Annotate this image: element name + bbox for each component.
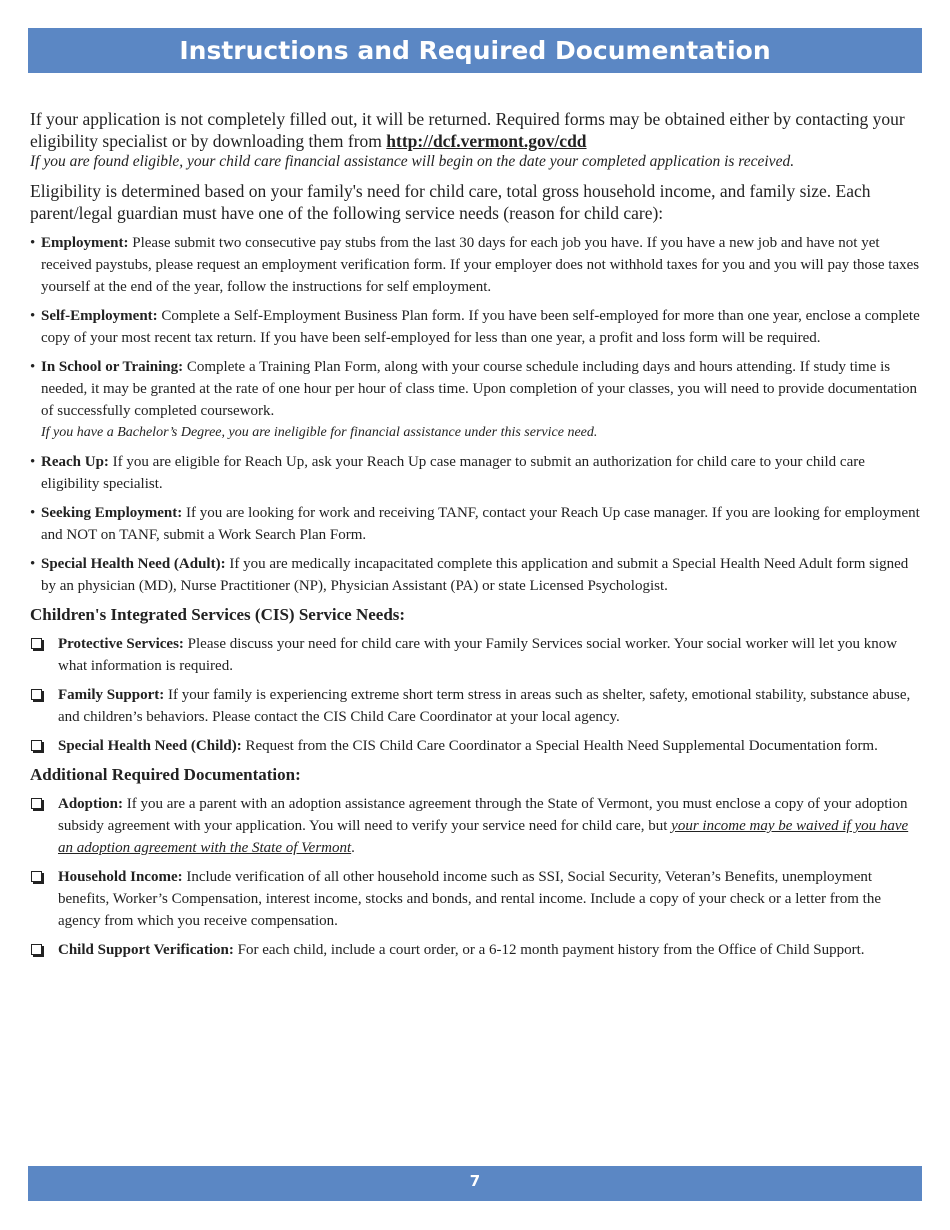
service-need-text: If you are medically incapacitated complete this application and submit a Special Health Need Adult form signed by an physician (MD), Nurse Practitioner (NP), Physician Assistant (PA) or state Licensed Psychologist. bbox=[41, 556, 909, 594]
doc-item-adoption bbox=[30, 793, 920, 859]
doc-item-household-income bbox=[30, 866, 920, 932]
service-need-employment bbox=[30, 232, 920, 298]
service-need-title: Employment: bbox=[41, 235, 129, 251]
eligibility-paragraph: Eligibility is determined based on your family's need for child care, total gross household income, and family size. Each parent/legal guardian must have one of the following service needs (reason for child care): bbox=[30, 181, 871, 223]
service-need-text: Please submit two consecutive pay stubs from the last 30 days for each job you have. If you have a new job and have not yet received paystubs, please request an employment verification form. If your employer does not withhold taxes for you and you will pay those taxes yourself at the end of the year, follow the instructions for self employment. bbox=[41, 235, 920, 295]
service-need-reach-up bbox=[30, 451, 920, 495]
service-need-text: Complete a Training Plan Form, along with your course schedule including days and hours attending. If study time is needed, it may be granted at the rate of one hour per hour of class time. Upon completion of your classes, you will need to provide documentation of successfully completed coursework. bbox=[41, 359, 917, 419]
cis-item-special-health-child bbox=[30, 735, 920, 757]
doc-item-title: Adoption: bbox=[58, 796, 124, 812]
page-title-banner bbox=[28, 28, 922, 73]
cis-item-title: Special Health Need (Child): bbox=[58, 738, 242, 754]
cis-item-text: Request from the CIS Child Care Coordinator a Special Health Need Supplemental Documentation form. bbox=[241, 738, 878, 754]
intro-text: If your application is not completely filled out, it will be returned. Required forms may be obtained either by contacting your eligibility specialist or by downloading them from bbox=[30, 109, 905, 151]
doc-item-text: Include verification of all other household income such as SSI, Social Security, Veteran’s Benefits, unemployment benefits, Worker’s Compensation, interest income, stocks and bonds, and rental income. Include a copy of your check or a letter from the agency from which you receive compensation. bbox=[58, 869, 881, 929]
service-need-title: Special Health Need (Adult): bbox=[41, 556, 226, 572]
page-title: Instructions and Required Documentation bbox=[179, 36, 771, 65]
cis-item-title: Family Support: bbox=[58, 687, 165, 703]
checkbox-icon bbox=[31, 798, 42, 809]
adoption-waiver-note: your income may be waived if you have an adoption agreement with the State of Vermont bbox=[58, 818, 909, 856]
page-number: 7 bbox=[469, 1172, 481, 1190]
doc-item-title: Household Income: bbox=[58, 869, 183, 885]
doc-item-title: Child Support Verification: bbox=[58, 942, 234, 958]
checkbox-icon bbox=[31, 740, 42, 751]
document-body bbox=[30, 108, 920, 968]
footer-bar bbox=[28, 1166, 922, 1201]
cdd-link[interactable]: http://dcf.vermont.gov/cdd bbox=[386, 131, 587, 151]
service-need-text: If you are eligible for Reach Up, ask your Reach Up case manager to submit an authorization for child care to your child care eligibility specialist. bbox=[41, 454, 865, 492]
cis-item-family-support bbox=[30, 684, 920, 728]
additional-docs-heading: Additional Required Documentation: bbox=[30, 765, 301, 784]
checkbox-icon bbox=[31, 944, 42, 955]
period: . bbox=[351, 840, 355, 856]
cis-item-text: Please discuss your need for child care with your Family Services social worker. Your social worker will let you know what information is required. bbox=[58, 636, 898, 674]
doc-item-child-support bbox=[30, 939, 920, 961]
eligibility-start-note: If you are found eligible, your child care financial assistance will begin on the date your completed application is received. bbox=[30, 153, 795, 170]
checkbox-icon bbox=[31, 689, 42, 700]
cis-item-title: Protective Services: bbox=[58, 636, 184, 652]
service-need-title: Reach Up: bbox=[41, 454, 109, 470]
service-need-title: Self-Employment: bbox=[41, 308, 158, 324]
service-need-text: If you are looking for work and receiving TANF, contact your Reach Up case manager. If you are looking for employment and NOT on TANF, submit a Work Search Plan Form. bbox=[41, 505, 920, 543]
service-need-special-health-adult bbox=[30, 553, 920, 597]
service-need-title: Seeking Employment: bbox=[41, 505, 183, 521]
cis-item-text: If your family is experiencing extreme short term stress in areas such as shelter, safety, emotional stability, substance abuse, and children’s behaviors. Please contact the CIS Child Care Coordinator at your local agency. bbox=[58, 687, 911, 725]
service-need-self-employment bbox=[30, 305, 920, 349]
bullet: • bbox=[30, 454, 36, 470]
bullet: • bbox=[30, 235, 36, 251]
cis-item-protective-services bbox=[30, 633, 920, 677]
bullet: • bbox=[30, 556, 36, 572]
bachelor-degree-note: If you have a Bachelor’s Degree, you are ineligible for financial assistance under this service need. bbox=[41, 425, 598, 440]
doc-item-text: If you are a parent with an adoption assistance agreement through the State of Vermont, you must enclose a copy of your adoption subsidy agreement with your application. You will need to verify your service need for child care, but bbox=[58, 796, 908, 834]
bullet: • bbox=[30, 505, 36, 521]
service-need-title: In School or Training: bbox=[41, 359, 184, 375]
doc-item-text: For each child, include a court order, or a 6-12 month payment history from the Office of Child Support. bbox=[233, 942, 865, 958]
checkbox-icon bbox=[31, 871, 42, 882]
service-need-text: Complete a Self-Employment Business Plan form. If you have been self-employed for more than one year, enclose a complete copy of your most recent tax return. If you have been self-employed for less than one year, a profit and loss form will be required. bbox=[41, 308, 920, 346]
service-need-seeking-employment bbox=[30, 502, 920, 546]
intro-paragraph bbox=[30, 108, 920, 152]
cis-heading: Children's Integrated Services (CIS) Service Needs: bbox=[30, 605, 406, 624]
bullet: • bbox=[30, 308, 36, 324]
checkbox-icon bbox=[31, 638, 42, 649]
service-need-school-training bbox=[30, 356, 920, 444]
bullet: • bbox=[30, 359, 36, 375]
